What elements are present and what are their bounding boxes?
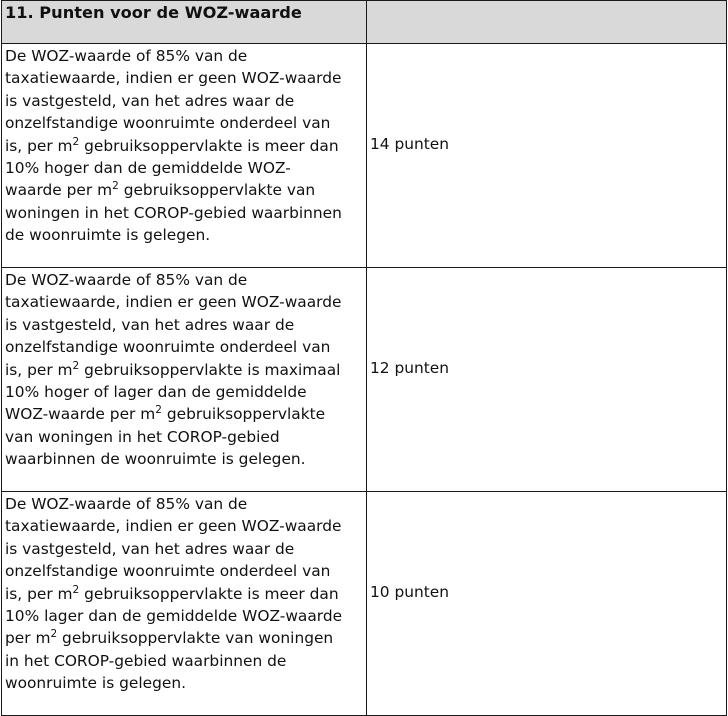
criterion-line: waarbinnen de woonruimte is gelegen.: [5, 450, 306, 469]
criterion-line: per $m^2$ gebruiksoppervlakte van woningen: [5, 628, 334, 648]
criterion-line: is, per $m^2$ gebruiksoppervlakte is meer dan: [5, 135, 339, 155]
table-row: [2, 268, 727, 492]
criterion-line: taxatiewaarde, indien er geen WOZ-waarde: [5, 517, 342, 536]
criterion-line: 10% hoger of lager dan de gemiddelde: [5, 383, 307, 402]
table-header-row: [2, 1, 727, 44]
criterion-line: woonruimte is gelegen.: [5, 674, 186, 693]
criterion-line: De WOZ-waarde of 85% van de: [5, 271, 248, 289]
criterion-line: woningen in het COROP-gebied waarbinnen: [5, 203, 342, 222]
criterion-line: De WOZ-waarde of 85% van de: [5, 47, 248, 65]
points-cell: 10 punten: [367, 492, 727, 716]
criterion-line: onzelfstandige woonruimte onderdeel van: [5, 562, 331, 581]
criterion-cell: [2, 492, 367, 716]
points-cell: 12 punten: [367, 268, 727, 492]
criterion-cell: [2, 268, 367, 492]
criterion-line: van woningen in het COROP-gebied: [5, 427, 280, 446]
criterion-line: in het COROP-gebied waarbinnen de: [5, 651, 287, 670]
criterion-line: is vastgesteld, van het adres waar de: [5, 315, 295, 334]
criterion-line: onzelfstandige woonruimte onderdeel van: [5, 114, 331, 133]
criterion-cell: [2, 44, 367, 268]
criterion-line: onzelfstandige woonruimte onderdeel van: [5, 338, 331, 357]
criterion-line: De WOZ-waarde of 85% van de: [5, 495, 248, 513]
woz-points-table: [1, 0, 727, 716]
header-empty-cell: [367, 1, 727, 44]
criterion-line: is, per $m^2$ gebruiksoppervlakte is maximaal: [5, 359, 341, 379]
criterion-line: 10% hoger dan de gemiddelde WOZ-: [5, 159, 291, 178]
table-row: [2, 44, 727, 268]
criterion-line: is vastgesteld, van het adres waar de: [5, 539, 295, 558]
criterion-line: de woonruimte is gelegen.: [5, 226, 211, 245]
criterion-line: WOZ-waarde per $m^2$ gebruiksoppervlakte: [5, 404, 326, 424]
criterion-line: 10% lager dan de gemiddelde WOZ-waarde: [5, 607, 343, 626]
criterion-line: taxatiewaarde, indien er geen WOZ-waarde: [5, 69, 342, 88]
section-heading: 11. Punten voor de WOZ-waarde: [2, 1, 367, 44]
criterion-line: is, per $m^2$ gebruiksoppervlakte is meer dan: [5, 583, 339, 603]
criterion-line: waarde per $m^2$ gebruiksoppervlakte van: [5, 180, 316, 200]
criterion-line: is vastgesteld, van het adres waar de: [5, 91, 295, 110]
criterion-line: taxatiewaarde, indien er geen WOZ-waarde: [5, 293, 342, 312]
points-cell: 14 punten: [367, 44, 727, 268]
table-row: [2, 492, 727, 716]
